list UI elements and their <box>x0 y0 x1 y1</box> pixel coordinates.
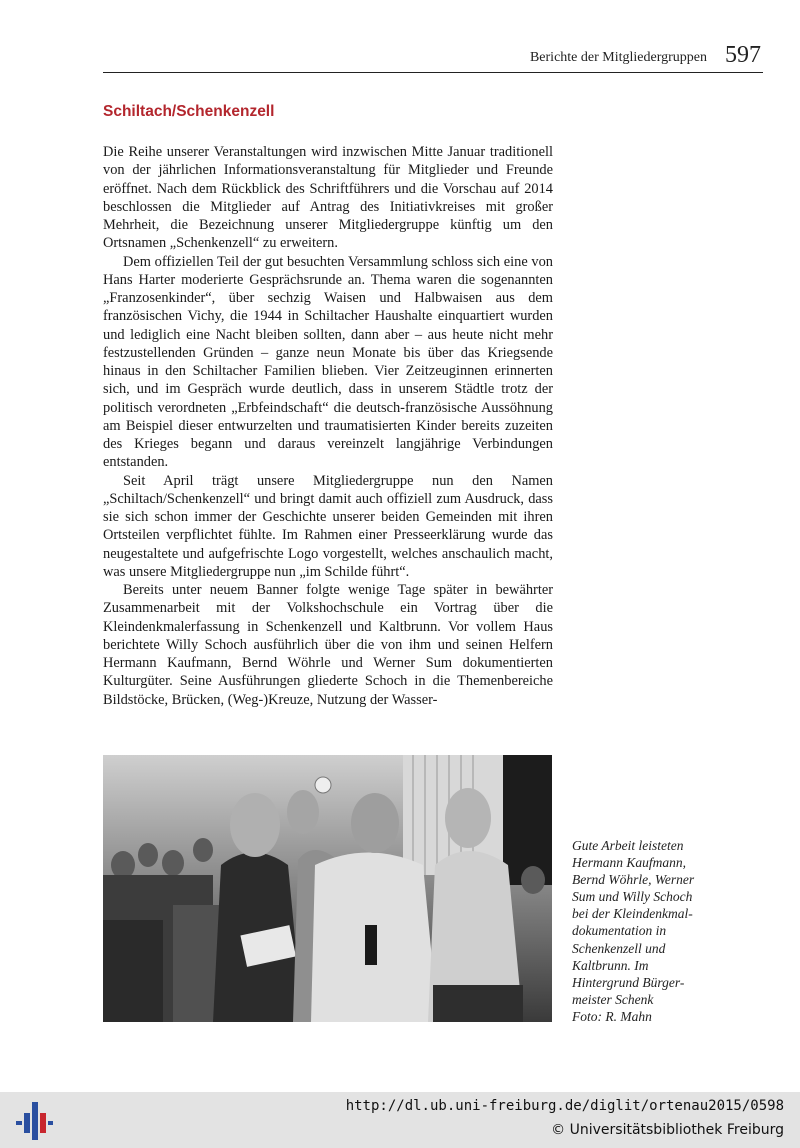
photo-caption <box>572 837 722 1025</box>
article-title: Schiltach/Schenkenzell <box>103 103 275 120</box>
footer-url-link[interactable]: http://dl.ub.uni-freiburg.de/diglit/ortenau2015/0598 <box>345 1098 784 1114</box>
caption-line: Schenkenzell und <box>572 940 666 956</box>
article-body <box>103 143 553 709</box>
footer-copyright: © Universitätsbibliothek Freiburg <box>551 1122 784 1138</box>
photo-credit: Foto: R. Mahn <box>572 1008 652 1024</box>
caption-line: Bernd Wöhrle, Werner <box>572 872 695 888</box>
caption-line: bei der Kleindenkmal- <box>572 906 693 922</box>
group-photo <box>103 755 552 1022</box>
ub-freiburg-logo-icon <box>14 1100 54 1145</box>
paragraph: Bereits unter neuem Banner folgte wenige Tage später in bewährter Zusammenarbeit mit der Volkshochschule ein Vortrag über die Kleindenkmalerfassung in Schenkenzell und Kaltbrunn. Vor vollem Haus berichtete Willy Schoch ausführlich über die von ihm und seinen Helfern Hermann Kaufmann, Bernd Wöhrle und Werner Sum dokumentierten Kulturgüter. Seine Ausführungen gliederte Schoch in die Themenbereiche Bildstöcke, Brücken, (Weg-)Kreuze, Nutzung der Wasser- <box>103 582 553 708</box>
caption-line: Hintergrund Bürger- <box>572 974 685 990</box>
caption-line: Gute Arbeit leisteten <box>572 838 684 853</box>
paragraph: Dem offiziellen Teil der gut besuchten Versammlung schloss sich eine von Hans Harter moderierte Gesprächsrunde an. Thema waren die sogenannten „Franzosenkinder“, über sechzig Waisen und Halbwaisen aus dem französischen Vichy, die 1944 in Schiltacher Haushalte einquartiert wurden und lediglich eine Nacht bleiben sollten, dann aber – aus heute nicht mehr festzustellenden Gründen – ganze neun Monate bis über das Kriegsende hinaus in den Schiltacher Familien blieben. Vier Zeitzeuginnen erinnerten sich, und im Gespräch wurde deutlich, dass in unserem Städtle trotz der politisch verordneten „Erbfeindschaft“ die deutsch-französische Aussöhnung am Beispiel dieser entwurzelten und traumatisierten Kinder bereits zuzeiten des Krieges begann und daraus vereinzelt langjährige Verbindungen entstanden. <box>103 253 553 471</box>
paragraph: Seit April trägt unsere Mitgliedergruppe nun den Namen „Schiltach/Schenkenzell“ und bringt damit auch offiziell zum Ausdruck, dass sie sich schon immer der Geschichte unserer beiden Gemeinden mit ihren Ortsteilen verpflichtet fühlte. Im Rahmen einer Presseerklärung wurde das neugestaltete und aufgefrischte Logo vorgestellt, welches anschaulich macht, was unsere Mitgliedergruppe nun „im Schilde führt“. <box>103 472 553 580</box>
caption-line: dokumentation in <box>572 923 667 939</box>
caption-line: Hermann Kaufmann, <box>572 855 686 871</box>
paragraph: Die Reihe unserer Veranstaltungen wird inzwischen Mitte Januar traditionell von der jährlichen Informationsveranstaltung für Mitglieder und Freunde eröffnet. Nach dem Rückblick des Schriftführers und die Vorschau auf 2014 beschlossen die Mitglieder auf Antrag des Initiativkreises mit großer Mehrheit, die Bezeichnung unserer Mitgliedergruppe künftig um den Ortsnamen „Schenkenzell“ zu erweitern. <box>103 144 553 252</box>
running-head <box>103 42 763 73</box>
footer-bar <box>0 1092 800 1148</box>
caption-line: Kaltbrunn. Im <box>572 957 649 973</box>
caption-line: meister Schenk <box>572 991 654 1007</box>
caption-line: Sum und Willy Schoch <box>572 889 693 905</box>
section-title: Berichte der Mitgliedergruppen <box>529 50 707 65</box>
page-number: 597 <box>725 42 761 68</box>
